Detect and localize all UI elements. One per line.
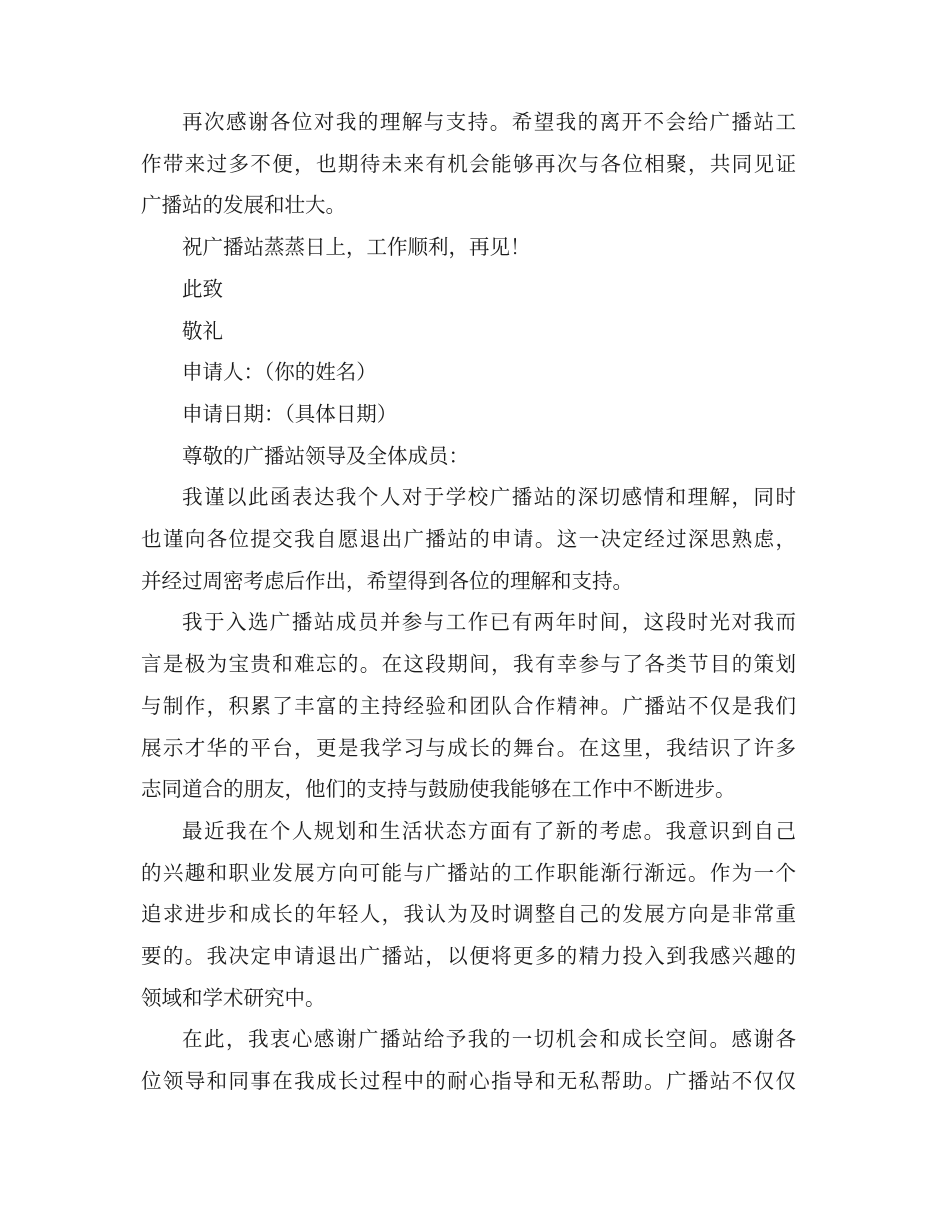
text-line: 志同道合的朋友，他们的支持与鼓励使我能够在工作中不断进步。	[141, 777, 736, 802]
document-page	[141, 102, 796, 1103]
text-line: 的兴趣和职业发展方向可能与广播站的工作职能渐行渐远。作为一个	[141, 860, 796, 885]
paragraph-wishes	[141, 227, 796, 269]
paragraph-application-date	[141, 394, 796, 436]
text-line: 与制作，积累了丰富的主持经验和团队合作精神。广播站不仅是我们	[141, 693, 796, 718]
paragraph-closing-thanks	[141, 102, 796, 227]
paragraph-greeting	[141, 436, 796, 478]
text-line: 广播站的发展和壮大。	[141, 193, 346, 218]
text-line: 敬礼	[182, 318, 223, 343]
text-line: 尊敬的广播站领导及全体成员：	[182, 443, 469, 468]
paragraph-salutation-1	[141, 269, 796, 311]
text-line: 申请人：（你的姓名）	[182, 360, 377, 385]
text-line: 作带来过多不便，也期待未来有机会能够再次与各位相聚，共同见证	[141, 151, 796, 176]
paragraph-applicant	[141, 352, 796, 394]
text-line: 申请日期：（具体日期）	[182, 401, 398, 426]
text-line: 再次感谢各位对我的理解与支持。希望我的离开不会给广播站工	[182, 110, 796, 134]
text-line: 祝广播站蒸蒸日上，工作顺利，再见！	[182, 235, 531, 260]
text-line: 领域和学术研究中。	[141, 985, 326, 1010]
text-line: 要的。我决定申请退出广播站，以便将更多的精力投入到我感兴趣的	[141, 944, 796, 969]
text-line: 我于入选广播站成员并参与工作已有两年时间，这段时光对我而	[182, 610, 796, 635]
text-line: 言是极为宝贵和难忘的。在这段期间，我有幸参与了各类节目的策划	[141, 652, 796, 677]
text-line: 在此，我衷心感谢广播站给予我的一切机会和成长空间。感谢各	[182, 1027, 796, 1052]
paragraph-experience	[141, 602, 796, 811]
text-line: 追求进步和成长的年轻人，我认为及时调整自己的发展方向是非常重	[141, 902, 796, 927]
text-line: 并经过周密考虑后作出，希望得到各位的理解和支持。	[141, 568, 633, 593]
text-line: 最近我在个人规划和生活状态方面有了新的考虑。我意识到自己	[182, 818, 796, 843]
paragraph-salutation-2	[141, 311, 796, 353]
paragraph-gratitude	[141, 1019, 796, 1102]
text-line: 我谨以此函表达我个人对于学校广播站的深切感情和理解，同时	[182, 485, 796, 510]
text-line: 展示才华的平台，更是我学习与成长的舞台。在这里，我结识了许多	[141, 735, 796, 760]
text-line: 此致	[182, 276, 223, 301]
paragraph-reason	[141, 811, 796, 1020]
paragraph-intro	[141, 477, 796, 602]
text-line: 位领导和同事在我成长过程中的耐心指导和无私帮助。广播站不仅仅	[141, 1069, 796, 1094]
text-line: 也谨向各位提交我自愿退出广播站的申请。这一决定经过深思熟虑，	[141, 527, 796, 552]
